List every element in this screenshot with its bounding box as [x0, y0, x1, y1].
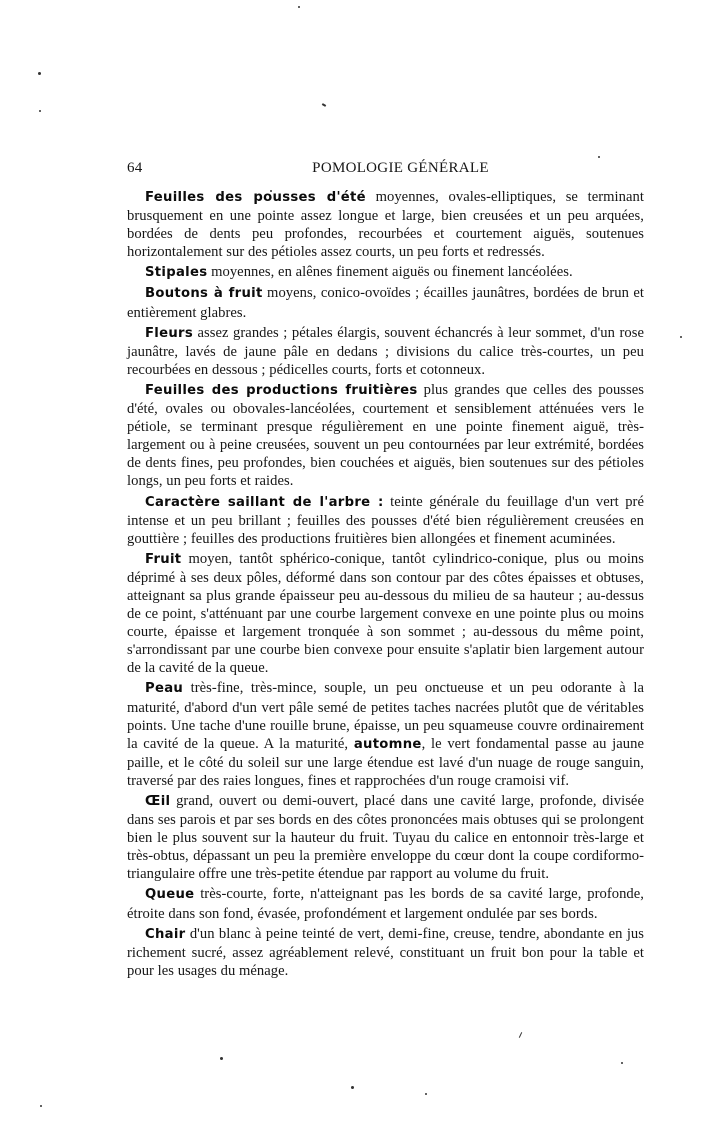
paragraph-heading: Stipales [145, 265, 208, 281]
paragraph-fruit-buds [127, 284, 644, 321]
paragraph-flesh [127, 925, 644, 980]
scan-speck [425, 1093, 427, 1095]
paragraph-heading: Caractère saillant de l'arbre : [145, 494, 384, 510]
book-page [127, 160, 644, 982]
paragraph-body: très-courte, forte, n'atteignant pas les bords de sa cavité large, profonde, étroite dans son fond, évasée, profondément et largement ondulée par ses bords. [127, 886, 644, 922]
running-head [127, 160, 644, 182]
paragraph-heading: Chair [145, 926, 186, 942]
scan-speck [680, 336, 682, 338]
scan-speck [351, 1086, 354, 1089]
paragraph-skin [127, 679, 644, 790]
scan-speck [322, 103, 326, 107]
scan-speck [38, 72, 41, 75]
paragraph-body: moyen, tantôt sphérico-conique, tantôt cylindrico-conique, plus ou moins déprimé à ses deux pôles, déformé dans son contour par des côtes épaisses et obtuses, atteignant sa plus grande épaisseur peu au-dessous du milieu de sa hauteur ; au-dessus de ce point, s'atténuant par une courbe largement convexe en une pointe plus ou moins courte, épaisse et largement tronquée à son sommet ; au-dessous du même point, s'arrondissant par une courbe bien convexe pour ensuite s'aplatir bien largement autour de la cavité de la queue. [127, 550, 644, 677]
paragraph-body: moyennes, en alênes finement aiguës ou finement lancéolées. [207, 264, 573, 281]
paragraph-body: assez grandes ; pétales élargis, souvent échancrés à leur sommet, d'un rose jaunâtre, lavés de jaune pâle en dedans ; divisions du calice très-courtes, un peu recourbées en dessous ; pédicelles courts, forts et cotonneux. [127, 324, 644, 378]
inline-bold-term: automne [353, 736, 422, 752]
paragraph-heading: Œil [145, 794, 171, 809]
scan-speck [40, 1105, 42, 1107]
paragraph-fruit [127, 550, 644, 678]
page-number: 64 [127, 160, 143, 176]
paragraph-tree-character [127, 493, 644, 548]
scan-speck [519, 1032, 522, 1038]
running-title: POMOLOGIE GÉNÉRALE [312, 160, 489, 176]
paragraph-stipules [127, 263, 644, 282]
scan-speck [598, 156, 600, 158]
paragraph-summer-leaves [127, 188, 644, 261]
paragraph-eye [127, 792, 644, 883]
paragraph-body: moyennes, ovales-elliptiques, se terminant brusquement en une pointe assez longue et large, bien creusées et un peu arquées, bordées de dents peu profondes, recourbées et courtement aiguës, soutenues horizontalement sur des pétioles assez courts, un peu forts et redressés. [127, 189, 644, 261]
scan-speck [220, 1057, 223, 1060]
paragraph-flowers [127, 324, 644, 379]
paragraph-body: plus grandes que celles des pousses d'été, ovales ou obovales-lancéolées, courtement et sensiblement atténuées vers le pétiole, se terminant presque régulièrement en une pointe finement aiguë, très-largement ou à peine creusées, souvent un peu contournées par leur extrémité, bordées de dents fines, peu profondes, bien couchées et aiguës, bien soutenues sur des pétioles longs, un peu forts et raides. [127, 381, 645, 490]
body-text [127, 188, 644, 980]
paragraph-heading: Queue [145, 887, 195, 903]
scan-speck [298, 6, 300, 8]
paragraph-heading: Peau [145, 681, 184, 697]
paragraph-body: grand, ouvert ou demi-ouvert, placé dans une cavité large, profonde, divisée dans ses parois et par ses bords en des côtes prononcées mais obtuses qui se prolongent bien le plus souvent sur la hauteur du fruit. Tuyau du calice en entonnoir très-large et très-obtus, dépassant un peu la première enveloppe du cœur dont la coupe cordiformo-triangulaire offre une très-petite étendue par rapport au volume du fruit. [127, 793, 644, 883]
paragraph-heading: Feuilles des pousses d'été [145, 190, 366, 205]
paragraph-body: très-fine, très-mince, souple, un peu onctueuse et un peu odorante à la maturité, d'abord d'un vert pâle semé de petites taches nacrées plutôt que de véritables points. Une tache d'une rouille brune, épaisse, un peu squameuse couvre ordinairement la cavité de la queue. A la maturité, [127, 680, 644, 752]
paragraph-heading: Boutons à fruit [145, 286, 263, 302]
paragraph-fruiting-leaves [127, 381, 644, 491]
paragraph-heading: Fleurs [145, 325, 194, 341]
paragraph-body: teinte générale du feuillage d'un vert pré intense et un peu brillant ; feuilles des pousses d'été bien régulièrement creusées en gouttière ; feuilles des productions fruitières bien allongées et finement acuminées. [127, 493, 644, 547]
paragraph-body: d'un blanc à peine teinté de vert, demi-fine, creuse, tendre, abondante en jus richement sucré, assez agréablement relevé, constituant un fruit bon pour la table et pour les usages du ménage. [127, 925, 644, 979]
paragraph-body-continued: , le vert fondamental passe au jaune paille, et le côté du soleil sur une large étendue est lavé d'un nuage de rouge sanguin, traversé par des raies longues, fines et rapprochées d'un rouge cramoisi vif. [127, 735, 644, 789]
paragraph-heading: Feuilles des productions fruitières [145, 382, 418, 398]
paragraph-heading: Fruit [145, 551, 182, 567]
scan-speck [621, 1062, 623, 1064]
paragraph-stalk [127, 885, 644, 922]
paragraph-body: moyens, conico-ovoïdes ; écailles jaunâtres, bordées de brun et entièrement glabres. [127, 285, 644, 321]
scan-speck [39, 110, 41, 112]
